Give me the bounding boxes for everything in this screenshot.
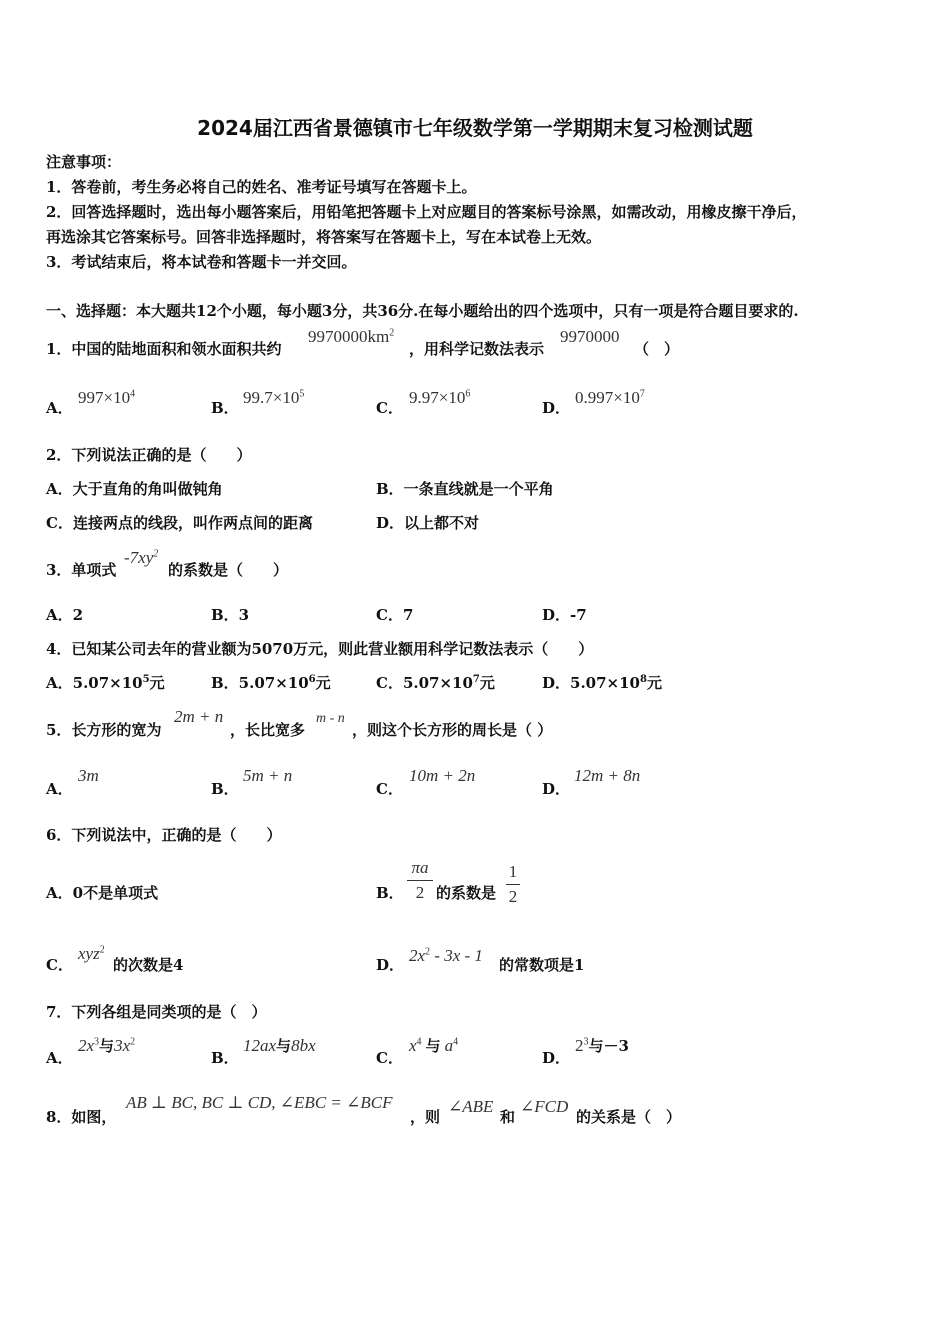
q8-condition-expr: AB ⊥ BC, BC ⊥ CD, ∠EBC = ∠BCF xyxy=(126,1093,393,1112)
notice-item-2b: 再选涂其它答案标号。回答非选择题时，将答案写在答题卡上，写在本试卷上无效。 xyxy=(46,228,602,246)
q8-stem-c: 和 xyxy=(500,1108,516,1126)
q5-stem-a: 5．长方形的宽为 xyxy=(46,721,162,739)
q7-option-b-expr: 12ax与8bx xyxy=(243,1036,316,1055)
q2-option-a: A．大于直角的角叫做钝角 xyxy=(46,480,223,498)
q6-option-a: A．0不是单项式 xyxy=(46,884,159,902)
q1-expr-area: $9970000km^2$ xyxy=(308,327,395,346)
q7-option-d-expr: $2^3$与－3 xyxy=(575,1036,629,1055)
q6-option-b-text: 的系数是 xyxy=(436,884,497,902)
q2-option-c: C．连接两点的线段，叫作两点间的距离 xyxy=(46,514,313,532)
q7-option-c-expr: $x^4$ 与 $a^4$ xyxy=(409,1036,459,1055)
q5-stem-c: ，则这个长方形的周长是（ ） xyxy=(352,721,553,739)
q2-option-b: B．一条直线就是一个平角 xyxy=(376,480,554,498)
q5-option-b-expr: 5m + n xyxy=(243,766,293,785)
q1-expr-number: 9970000 xyxy=(560,327,620,346)
q7-option-a-label: A． xyxy=(46,1049,73,1067)
q4-option-a: A．$5.07\times 10^5$元 xyxy=(46,674,165,692)
notice-item-1: 1．答卷前，考生务必将自己的姓名、准考证号填写在答题卡上。 xyxy=(46,178,477,196)
q4-option-c: C．$5.07\times 10^7$元 xyxy=(376,674,495,692)
page-title: 2024届江西省景德镇市七年级数学第一学期期末复习检测试题 xyxy=(197,116,753,140)
q4-stem: 4．已知某公司去年的营业额为5070万元，则此营业额用科学记数法表示（ ） xyxy=(46,640,594,658)
q1-option-a-expr: $997\times 10^4$ xyxy=(78,388,136,407)
q6-option-d-expr: $2x^2 - 3x - 1$ xyxy=(409,946,483,965)
q3-option-d: D．-7 xyxy=(542,606,587,624)
q7-stem: 7．下列各组是同类项的是（ ） xyxy=(46,1003,267,1021)
q4-option-b: B．$5.07\times 10^6$元 xyxy=(211,674,331,692)
q3-option-b: B．3 xyxy=(211,606,250,624)
q3-stem-a: 3．单项式 xyxy=(46,561,117,579)
q6-option-c-expr: xyz$^2$ xyxy=(78,944,105,963)
q1-option-c-label: C． xyxy=(376,399,403,417)
q3-expr: $-7xy^2$ xyxy=(124,548,159,567)
q5-option-c-expr: 10m + 2n xyxy=(409,766,476,785)
q1-stem-b: ，用科学记数法表示 xyxy=(409,340,545,358)
q1-option-d-label: D． xyxy=(542,399,571,417)
q6-option-d-text: 的常数项是1 xyxy=(499,956,585,974)
q5-option-b-label: B． xyxy=(211,780,239,798)
q1-option-b-label: B． xyxy=(211,399,239,417)
q3-option-c: C．7 xyxy=(376,606,414,624)
q7-option-a-expr: $2x^3$与$3x^2$ xyxy=(78,1036,136,1055)
q5-option-c-label: C． xyxy=(376,780,403,798)
q6-stem: 6．下列说法中，正确的是（ ） xyxy=(46,826,282,844)
q2-option-d: D．以上都不对 xyxy=(376,514,480,532)
q1-option-a-label: A． xyxy=(46,399,73,417)
q8-stem-a: 8．如图， xyxy=(46,1108,117,1126)
q1-stem-c: （ ） xyxy=(634,340,680,358)
notice-item-3: 3．考试结束后，将本试卷和答题卡一并交回。 xyxy=(46,253,357,271)
q8-stem-b: ，则 xyxy=(410,1108,441,1126)
q1-stem-a: 1．中国的陆地面积和领水面积共约 xyxy=(46,340,282,358)
q8-angle-fcd: ∠FCD xyxy=(520,1097,569,1116)
q7-option-c-label: C． xyxy=(376,1049,403,1067)
q1-option-b-expr: $99.7\times 10^5$ xyxy=(243,388,305,407)
q1-option-c-expr: $9.97\times 10^6$ xyxy=(409,388,471,407)
q1-option-d-expr: $0.997\times 10^7$ xyxy=(575,388,645,407)
q4-option-d: D．$5.07\times 10^8$元 xyxy=(542,674,662,692)
notice-item-2a: 2．回答选择题时，选出每小题答案后，用铅笔把答题卡上对应题目的答案标号涂黑，如需改动，用橡皮擦干净后， xyxy=(46,203,807,221)
q5-option-a-expr: 3m xyxy=(78,766,99,785)
q8-stem-d: 的关系是（ ） xyxy=(576,1108,682,1126)
q5-expr-diff: m - n xyxy=(316,711,345,726)
q6-option-c-text: 的次数是4 xyxy=(113,956,184,974)
q8-angle-abe: ∠ABE xyxy=(448,1097,494,1116)
q6-option-c-label: C． xyxy=(46,956,73,974)
q7-option-b-label: B． xyxy=(211,1049,239,1067)
q5-option-d-expr: 12m + 8n xyxy=(574,766,641,785)
section-heading: 一、选择题：本大题共12个小题，每小题3分，共36分.在每小题给出的四个选项中，只有一项是符合题目要求的. xyxy=(46,302,799,320)
q6-option-b-fraction: πa 2 xyxy=(407,858,433,903)
q6-option-b-label: B． xyxy=(376,884,404,902)
q3-option-a: A．2 xyxy=(46,606,84,624)
q5-option-d-label: D． xyxy=(542,780,571,798)
q2-stem: 2．下列说法正确的是（ ） xyxy=(46,446,252,464)
notice-heading: 注意事项： xyxy=(46,153,122,171)
q6-option-b-half: 1 2 xyxy=(506,862,520,907)
q5-stem-b: ，长比宽多 xyxy=(230,721,306,739)
q6-option-d-label: D． xyxy=(376,956,405,974)
q5-expr-width: 2m + n xyxy=(174,707,224,726)
q3-stem-b: 的系数是（ ） xyxy=(168,561,289,579)
q7-option-d-label: D． xyxy=(542,1049,571,1067)
q5-option-a-label: A． xyxy=(46,780,73,798)
